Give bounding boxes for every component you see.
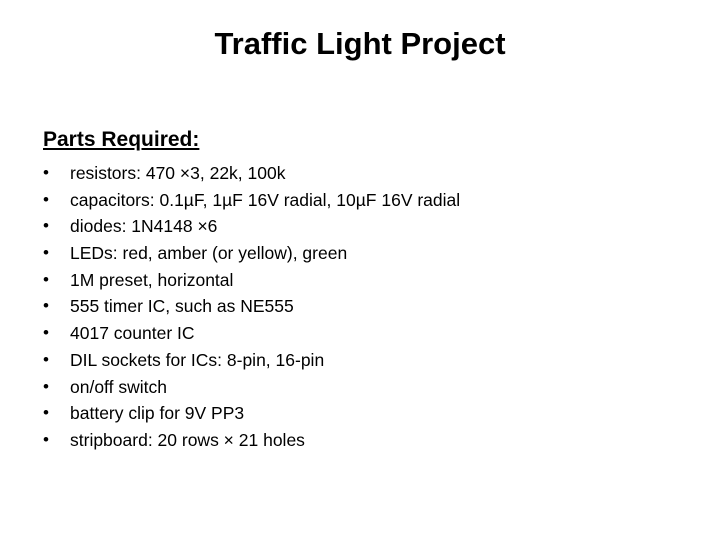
- list-item: [43, 400, 683, 427]
- list-item: [43, 427, 683, 454]
- slide-title: Traffic Light Project: [214, 26, 506, 61]
- bullet-icon: •: [43, 243, 49, 263]
- list-item: [43, 293, 683, 320]
- list-item-text: 4017 counter IC: [70, 323, 195, 344]
- list-item: [43, 320, 683, 347]
- bullet-icon: •: [43, 376, 49, 396]
- list-item: [43, 374, 683, 401]
- list-item-text: battery clip for 9V PP3: [70, 403, 245, 424]
- bullet-icon: •: [43, 349, 49, 369]
- list-item-text: diodes: 1N4148 ×6: [70, 216, 218, 237]
- bullet-icon: •: [43, 189, 49, 209]
- bullet-icon: •: [43, 269, 49, 289]
- parts-required-heading: Parts Required:: [43, 128, 200, 151]
- list-item: [43, 213, 683, 240]
- list-item-text: stripboard: 20 rows × 21 holes: [70, 429, 305, 450]
- list-item: [43, 160, 683, 187]
- parts-list: [43, 160, 683, 454]
- list-item: [43, 240, 683, 267]
- list-item-text: LEDs: red, amber (or yellow), green: [70, 243, 348, 264]
- bullet-icon: •: [43, 323, 49, 343]
- list-item-text: DIL sockets for ICs: 8-pin, 16-pin: [70, 349, 325, 370]
- bullet-icon: •: [43, 296, 49, 316]
- list-item-text: 555 timer IC, such as NE555: [70, 296, 294, 317]
- bullet-icon: •: [43, 403, 49, 423]
- list-item: [43, 267, 683, 294]
- list-item: [43, 347, 683, 374]
- bullet-icon: •: [43, 429, 49, 449]
- bullet-icon: •: [43, 216, 49, 236]
- list-item-text: on/off switch: [70, 376, 167, 397]
- list-item-text: capacitors: 0.1µF, 1µF 16V radial, 10µF 16V radial: [70, 189, 461, 210]
- list-item-text: 1M preset, horizontal: [70, 269, 234, 290]
- list-item-text: resistors: 470 ×3, 22k, 100k: [70, 163, 286, 183]
- list-item: [43, 187, 683, 214]
- bullet-icon: •: [43, 163, 49, 182]
